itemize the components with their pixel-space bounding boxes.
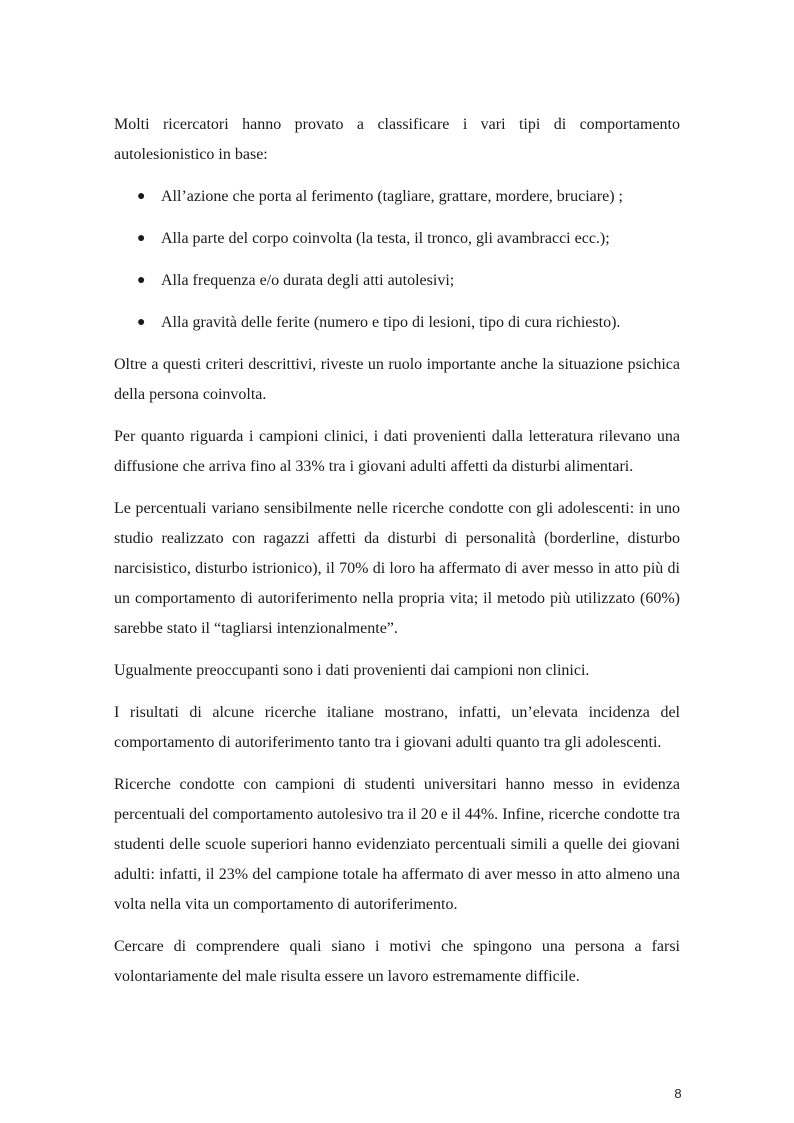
page-body [114, 110, 680, 1004]
list-item [114, 182, 680, 212]
criteria-list [114, 182, 680, 338]
page-number: 8 [674, 1086, 682, 1101]
paragraph: Ugualmente preoccupanti sono i dati provenienti dai campioni non clinici. [114, 662, 590, 679]
bullet-icon: ● [137, 273, 146, 288]
list-item-text: Alla gravità delle ferite (numero e tipo di lesioni, tipo di cura richiesto). [161, 314, 621, 331]
bullet-icon: ● [137, 231, 146, 246]
paragraph: Cercare di comprendere quali siano i motivi che spingono una persona a farsi volontariamente del male risulta essere un lavoro estremamente difficile. [114, 938, 680, 985]
intro-paragraph: Molti ricercatori hanno provato a classificare i vari tipi di comportamento autolesionistico in base: [114, 116, 680, 163]
list-item [114, 308, 680, 338]
list-item-text: Alla parte del corpo coinvolta (la testa, il tronco, gli avambracci ecc.); [161, 230, 610, 247]
paragraph: Per quanto riguarda i campioni clinici, i dati provenienti dalla letteratura rilevano una diffusione che arriva fino al 33% tra i giovani adulti affetti da disturbi alimentari. [114, 428, 680, 475]
list-item [114, 266, 680, 296]
paragraph: I risultati di alcune ricerche italiane mostrano, infatti, un’elevata incidenza del comportamento di autoriferimento tanto tra i giovani adulti quanto tra gli adolescenti. [114, 704, 680, 751]
list-item-text: Alla frequenza e/o durata degli atti autolesivi; [161, 272, 455, 289]
paragraph: Oltre a questi criteri descrittivi, riveste un ruolo importante anche la situazione psichica della persona coinvolta. [114, 356, 680, 403]
bullet-icon: ● [137, 315, 146, 330]
paragraph: Ricerche condotte con campioni di studenti universitari hanno messo in evidenza percentuali del comportamento autolesivo tra il 20 e il 44%. Infine, ricerche condotte tra studenti delle scuole superiori hanno evidenziato percentuali simili a quelle dei giovani adulti: infatti, il 23% del campione totale ha affermato di aver messo in atto almeno una volta nella vita un comportamento di autoriferimento. [114, 776, 680, 913]
bullet-icon: ● [137, 189, 146, 204]
list-item-text: All’azione che porta al ferimento (tagliare, grattare, mordere, bruciare) ; [161, 188, 623, 205]
list-item [114, 224, 680, 254]
paragraph: Le percentuali variano sensibilmente nelle ricerche condotte con gli adolescenti: in uno studio realizzato con ragazzi affetti da disturbi di personalità (borderline, disturbo narcisistico, disturbo istrionico), il 70% di loro ha affermato di aver messo in atto più di un comportamento di autoriferimento nella propria vita; il metodo più utilizzato (60%) sarebbe stato il “tagliarsi intenzionalmente”. [114, 500, 680, 637]
